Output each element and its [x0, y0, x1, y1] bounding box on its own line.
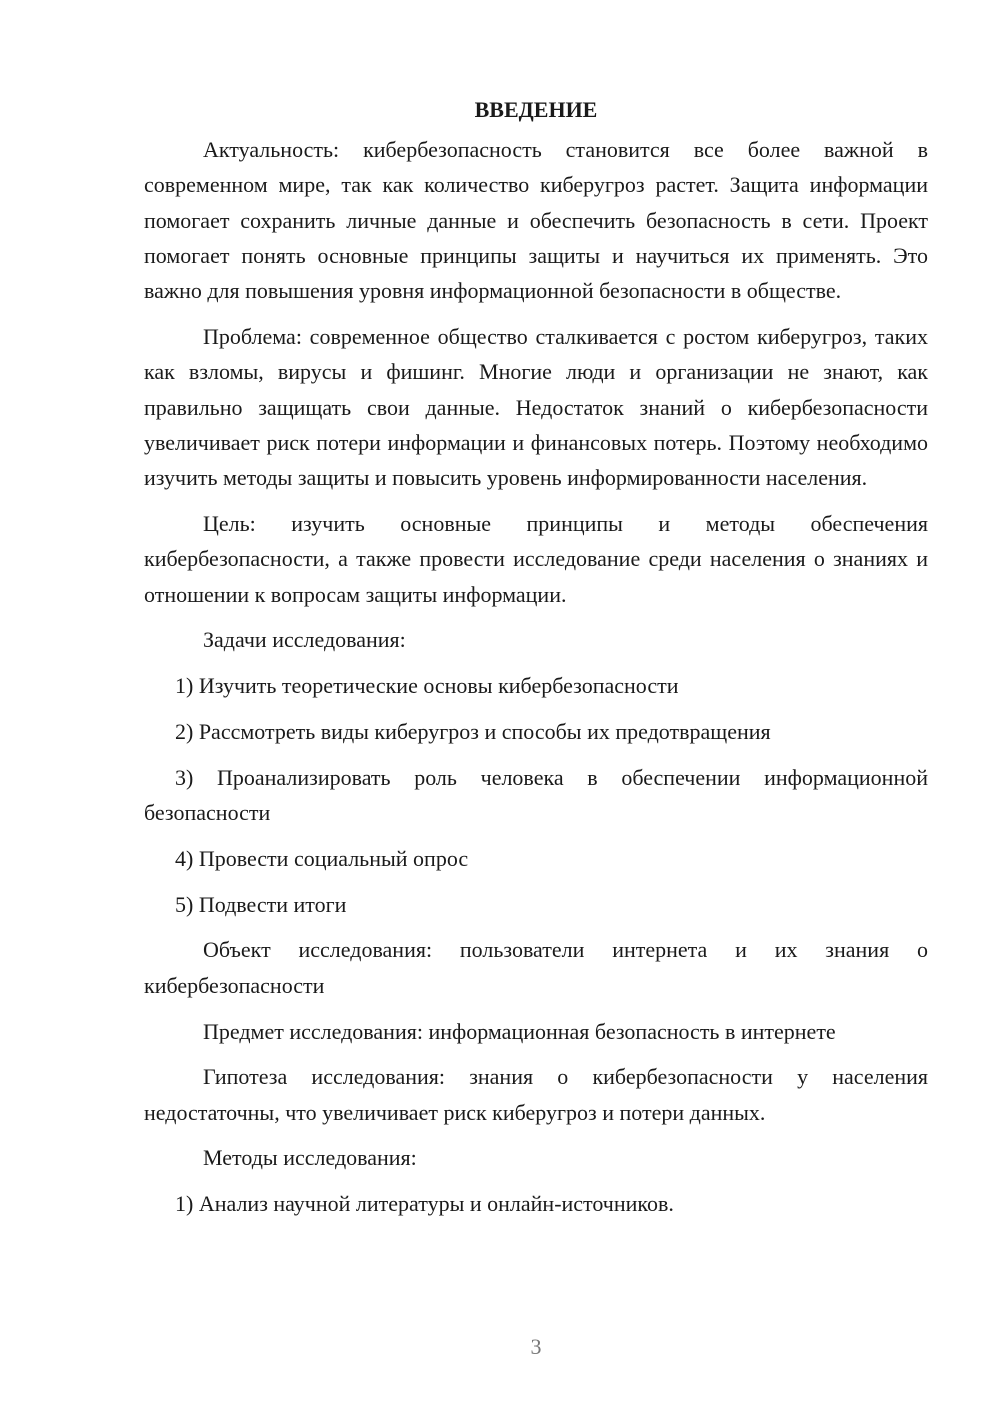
goal-paragraph: Цель: изучить основные принципы и методы обеспечения кибербезопасности, а также провести исследование среди населения о знаниях и отношении к вопросам защиты информации. [144, 510, 928, 607]
object-paragraph: Объект исследования: пользователи интернета и их знания о кибербезопасности [144, 937, 928, 998]
methods-heading: Методы исследования: [203, 1145, 417, 1171]
page-number: 3 [530, 1334, 542, 1359]
problem-paragraph: Проблема: современное общество сталкивается с ростом киберугроз, таких как взломы, вирусы и фишинг. Многие люди и организации не знают, как правильно защищать свои данные. Недостаток знаний о кибербезопасности увеличивает риск потери информации и финансовых потерь. Поэтому необходимо изучить методы защиты и повысить уровень информированности населения. [144, 323, 928, 491]
page-content [144, 92, 928, 1232]
relevance-paragraph: Актуальность: кибербезопасность становится все более важной в современном мире, так как количество киберугроз растет. Защита информации помогает сохранить личные данные и обеспечить безопасность в сети. Проект помогает понять основные принципы защиты и научиться их применять. Это важно для повышения уровня информационной безопасности в обществе. [144, 137, 928, 304]
page-title: ВВЕДЕНИЕ [474, 97, 598, 122]
subject-paragraph: Предмет исследования: информационная безопасность в интернете [203, 1018, 836, 1044]
tasks-heading: Задачи исследования: [203, 627, 406, 653]
task-item-5: 5) Подвести итоги [175, 891, 347, 917]
hypothesis-paragraph: Гипотеза исследования: знания о кибербезопасности у населения недостаточны, что увеличивает риск киберугроз и потери данных. [144, 1064, 928, 1125]
task-item-2: 2) Рассмотреть виды киберугроз и способы их предотвращения [175, 718, 771, 744]
task-item-4: 4) Провести социальный опрос [175, 845, 469, 871]
task-item-3: 3) Проанализировать роль человека в обеспечении информационной безопасности [144, 764, 928, 826]
task-item-1: 1) Изучить теоретические основы кибербезопасности [175, 673, 679, 699]
method-item-1: 1) Анализ научной литературы и онлайн-источников. [175, 1191, 674, 1217]
